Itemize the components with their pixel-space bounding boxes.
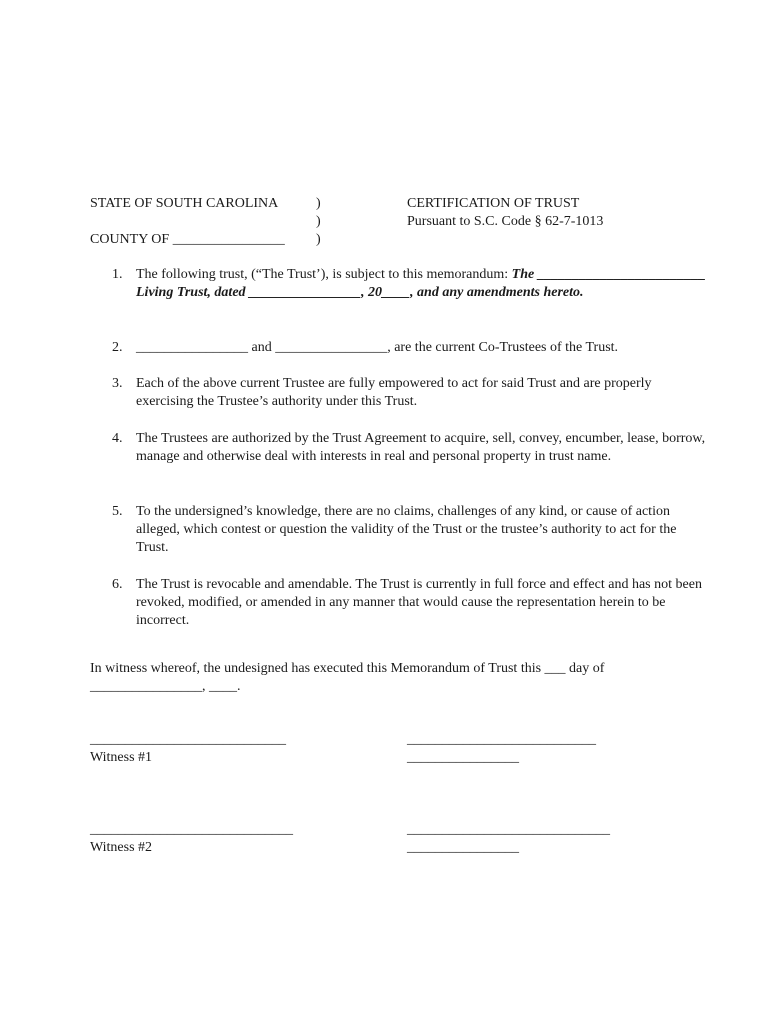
list-item [112,576,706,630]
item-emphasis: The ________________________ Living Trust, dated ________________, 20____, and any amendments hereto. [136,267,706,300]
list-item [112,339,706,357]
signer-2-signature-line: _____________________________ [407,822,610,837]
document-subtitle: Pursuant to S.C. Code § 62-7-1013 [407,214,604,229]
list-item [112,266,706,302]
item-number: 6. [112,577,123,592]
state-caption: STATE OF SOUTH CAROLINA [90,196,279,211]
list-item [112,430,706,466]
item-text: The following trust, (“The Trust’), is subject to this memorandum: [136,267,512,282]
witness-2-signature-line: _____________________________ [90,822,293,837]
item-number: 3. [112,376,123,391]
item-text: To the undersigned’s knowledge, there are no claims, challenges of any kind, or cause of action alleged, which contest or question the validity of the Trust or the trustee’s authority to act for the Trust. [136,504,677,555]
signer-1-date-line: ________________ [407,750,519,765]
item-number: 5. [112,504,123,519]
document-title: CERTIFICATION OF TRUST [407,196,580,211]
item-text: ________________ and ________________, are the current Co-Trustees of the Trust. [136,340,619,355]
caption-paren-2: ) [316,214,321,229]
witness-1-label: Witness #1 [90,750,153,765]
witness-2-label: Witness #2 [90,840,153,855]
item-number: 2. [112,340,123,355]
witness-whereof-line-1: In witness whereof, the undesigned has executed this Memorandum of Trust this ___ day of [90,661,605,676]
item-number: 1. [112,267,123,282]
list-item [112,375,706,411]
item-text: The Trust is revocable and amendable. The Trust is currently in full force and effect and has not been revoked, modified, or amended in any manner that would cause the representation herein to be incorrect. [136,577,702,628]
caption-paren-3: ) [316,232,321,247]
item-text: Each of the above current Trustee are fully empowered to act for said Trust and are properly exercising the Trustee’s authority under this Trust. [136,376,652,409]
signer-1-signature-line: ___________________________ [407,732,596,747]
county-caption: COUNTY OF ________________ [90,232,285,247]
witness-1-signature-line: ____________________________ [90,732,286,747]
signer-2-date-line: ________________ [407,840,519,855]
list-item [112,503,706,557]
witness-whereof-line-2: ________________, ____. [90,679,241,694]
item-number: 4. [112,431,123,446]
item-text: The Trustees are authorized by the Trust Agreement to acquire, sell, convey, encumber, lease, borrow, manage and otherwise deal with interests in real and personal property in trust name. [136,431,706,464]
caption-paren-1: ) [316,196,321,211]
